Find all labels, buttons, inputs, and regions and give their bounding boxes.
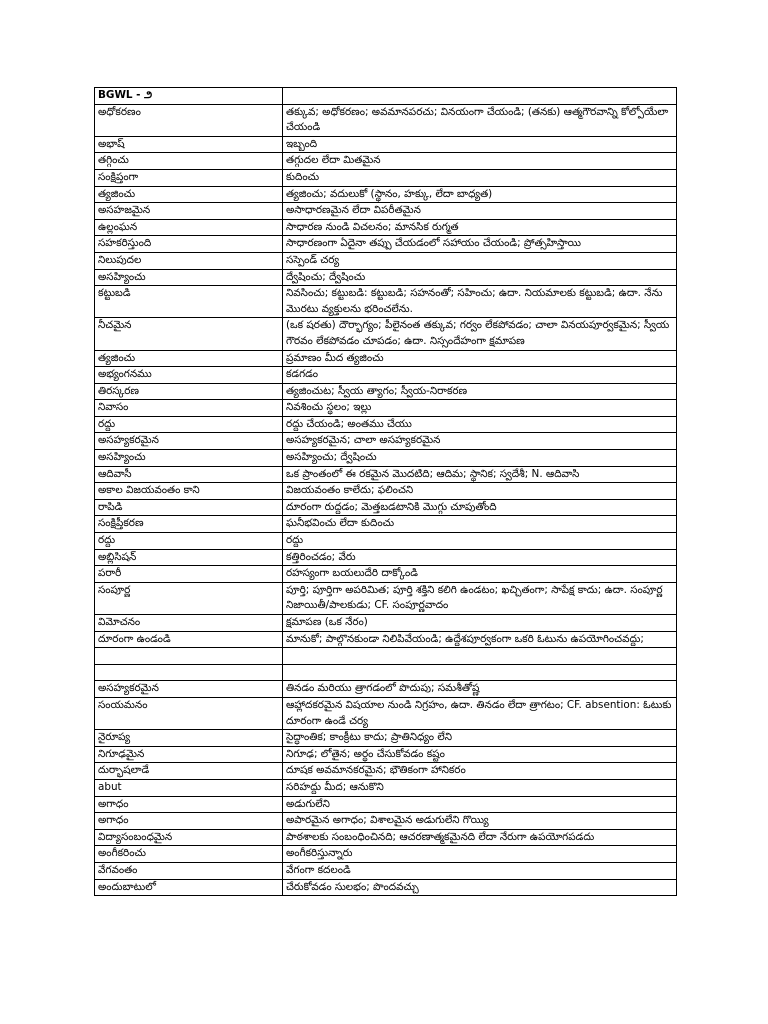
definition-cell: అసాధారణమైన లేదా విపరీతమైన xyxy=(283,203,677,220)
term-cell: abut xyxy=(95,779,283,796)
table-row xyxy=(95,779,677,796)
table-row xyxy=(95,681,677,698)
term-cell: రద్దు xyxy=(95,533,283,550)
definition-cell: త్యజించుట; స్వీయ త్యాగం; స్వీయ-నిరాకరణ xyxy=(283,383,677,400)
table-row xyxy=(95,236,677,253)
header-row xyxy=(95,88,677,105)
table-row xyxy=(95,648,677,665)
term-cell: నివాసం xyxy=(95,400,283,417)
definition-cell: అంగీకరిస్తున్నారు xyxy=(283,846,677,863)
table-row xyxy=(95,730,677,747)
term-cell: తగ్గించు xyxy=(95,153,283,170)
table-row xyxy=(95,186,677,203)
definition-cell: కత్తిరించడం; వేరు xyxy=(283,549,677,566)
table-row xyxy=(95,153,677,170)
table-row xyxy=(95,829,677,846)
term-cell: అగాధం xyxy=(95,796,283,813)
definition-cell: దూషక అవమానకరమైన; భౌతికంగా హానికరం xyxy=(283,763,677,780)
table-row xyxy=(95,796,677,813)
table-row xyxy=(95,286,677,318)
definition-cell: సైద్ధాంతిక; కాంక్రీటు కాదు; ప్రాతినిధ్యం లేని xyxy=(283,730,677,747)
definition-cell: ఆహ్లాదకరమైన విషయాల నుండి నిగ్రహం, ఉదా. తినడం లేదా త్రాగటం; CF. absention: ఓటుకు దూరంగా ఉండే చర్య xyxy=(283,697,677,729)
term-cell: రద్దు xyxy=(95,416,283,433)
definition-cell: త్యజించు; వదులుకో (స్థానం, హక్కు, లేదా బాధ్యత) xyxy=(283,186,677,203)
term-cell: విమోచనం xyxy=(95,615,283,632)
definition-cell: రహస్యంగా బయలుదేరి దాక్కోండి xyxy=(283,566,677,583)
table-row xyxy=(95,566,677,583)
term-cell: అభాష్ xyxy=(95,136,283,153)
table-row xyxy=(95,350,677,367)
definition-cell: నివశించు స్థలం; ఇల్లు xyxy=(283,400,677,417)
term-cell: అసహ్యించు xyxy=(95,269,283,286)
table-row xyxy=(95,203,677,220)
table-row xyxy=(95,664,677,681)
term-cell xyxy=(95,664,283,681)
definition-cell: కడగడం xyxy=(283,367,677,384)
table-row xyxy=(95,879,677,896)
term-cell: రాపిడి xyxy=(95,499,283,516)
definition-cell: క్షమాపణ (ఒక నేరం) xyxy=(283,615,677,632)
table-row xyxy=(95,416,677,433)
definition-cell: తగ్గుదల లేదా మితమైన xyxy=(283,153,677,170)
definition-cell: నిగూఢ; లోతైన; అర్థం చేసుకోవడం కష్టం xyxy=(283,746,677,763)
table-row xyxy=(95,383,677,400)
term-cell: అసహజమైన xyxy=(95,203,283,220)
table-row xyxy=(95,104,677,136)
term-cell: నిలుపుదల xyxy=(95,252,283,269)
definition-cell: రద్దు xyxy=(283,533,677,550)
definition-cell: అసహ్యకరమైన; చాలా అసహ్యకరమైన xyxy=(283,433,677,450)
table-row xyxy=(95,169,677,186)
term-cell: ఆదివాసీ xyxy=(95,466,283,483)
term-cell: విద్యాసంబంధమైన xyxy=(95,829,283,846)
glossary-table xyxy=(94,87,677,896)
table-row xyxy=(95,533,677,550)
table-row xyxy=(95,499,677,516)
term-cell: సంక్షిప్తంగా xyxy=(95,169,283,186)
term-cell: దుర్భాషలాడే xyxy=(95,763,283,780)
term-cell xyxy=(95,648,283,665)
definition-cell: ఒక ప్రాంతంలో ఈ రకమైన మొదటిది; ఆదిమ; స్థానిక; స్వదేశీ; N. ఆదివాసి xyxy=(283,466,677,483)
definition-cell: సాధారణంగా ఏదైనా తప్పు చేయడంలో సహాయం చేయండి; ప్రోత్సహిస్తాయి xyxy=(283,236,677,253)
definition-cell: ప్రమాణం మీద త్యజించు xyxy=(283,350,677,367)
term-cell: నిగూఢమైన xyxy=(95,746,283,763)
definition-cell: దూరంగా రుద్దడం; మెత్తబడటానికి మొగ్గు చూపుతోంది xyxy=(283,499,677,516)
definition-cell: పూర్తి; పూర్తిగా అపరిమిత; పూర్తి శక్తిని కలిగి ఉండటం; ఖచ్చితంగా; సాపేక్ష కాదు; ఉదా. సంపూర్ణ నిజాయితీ/పాలకుడు; CF. సంపూర్ణవాదం xyxy=(283,582,677,614)
term-cell: అగాధం xyxy=(95,813,283,830)
definition-cell: కుదించు xyxy=(283,169,677,186)
header-definition xyxy=(283,88,677,105)
term-cell: త్యజించు xyxy=(95,350,283,367)
table-row xyxy=(95,367,677,384)
table-row xyxy=(95,582,677,614)
definition-cell: (ఒక షరతు) దౌర్భాగ్యం; పీలైనంత తక్కువ; గర్వం లేకపోవడం; చాలా వినయపూర్వకమైన; స్వీయ గౌరవం లేకపోవడం చూపడం; ఉదా. నిస్సందేహంగా క్షమాపణ xyxy=(283,318,677,350)
definition-cell: సరిహద్దు మీద; ఆనుకొని xyxy=(283,779,677,796)
term-cell: వేగవంతం xyxy=(95,862,283,879)
term-cell: సహకరిస్తుంది xyxy=(95,236,283,253)
term-cell: ఉల్లంఘన xyxy=(95,219,283,236)
definition-cell: అపారమైన అగాధం; విశాలమైన అడుగులేని గొయ్యి xyxy=(283,813,677,830)
term-cell: అసహ్యకరమైన xyxy=(95,681,283,698)
table-row xyxy=(95,615,677,632)
table-row xyxy=(95,549,677,566)
definition-cell xyxy=(283,664,677,681)
table-row xyxy=(95,483,677,500)
table-row xyxy=(95,631,677,648)
table-row xyxy=(95,516,677,533)
definition-cell: సస్పెండ్ చర్య xyxy=(283,252,677,269)
table-row xyxy=(95,813,677,830)
definition-cell: వేగంగా కదలండి xyxy=(283,862,677,879)
term-cell: సంక్షిప్తీకరణ xyxy=(95,516,283,533)
table-row xyxy=(95,862,677,879)
table-row xyxy=(95,697,677,729)
definition-cell: ఘనీభవించు లేదా కుదించు xyxy=(283,516,677,533)
term-cell: కట్టుబడి xyxy=(95,286,283,318)
table-row xyxy=(95,269,677,286)
term-cell: అసహ్యించు xyxy=(95,450,283,467)
glossary-body xyxy=(95,88,677,896)
term-cell: తిరస్కరణ xyxy=(95,383,283,400)
table-row xyxy=(95,252,677,269)
table-row xyxy=(95,136,677,153)
table-row xyxy=(95,400,677,417)
term-cell: పరారీ xyxy=(95,566,283,583)
table-row xyxy=(95,318,677,350)
term-cell: దూరంగా ఉండండి xyxy=(95,631,283,648)
term-cell: అబ్లిసిషన్ xyxy=(95,549,283,566)
term-cell: సంపూర్ణ xyxy=(95,582,283,614)
term-cell: అంగీకరించు xyxy=(95,846,283,863)
term-cell: నైరూప్య xyxy=(95,730,283,747)
term-cell: నీచమైన xyxy=(95,318,283,350)
term-cell: అకాల విజయవంతం కాని xyxy=(95,483,283,500)
term-cell: అధోకరణం xyxy=(95,104,283,136)
definition-cell: ద్వేషించు; ద్వేషించు xyxy=(283,269,677,286)
definition-cell: రద్దు చేయండి; అంతము చేయు xyxy=(283,416,677,433)
term-cell: సంయమనం xyxy=(95,697,283,729)
definition-cell: పాఠశాలకు సంబంధించినది; ఆచరణాత్మకమైనది లేదా నేరుగా ఉపయోగపడదు xyxy=(283,829,677,846)
definition-cell xyxy=(283,648,677,665)
definition-cell: మానుకో; పాల్గొనకుండా నిలిపివేయండి; ఉద్దేశపూర్వకంగా ఒకరి ఓటును ఉపయోగించవద్దు; xyxy=(283,631,677,648)
header-term: BGWL - ౨ xyxy=(95,88,283,105)
term-cell: అభ్యంగనము xyxy=(95,367,283,384)
definition-cell: విజయవంతం కాలేదు; ఫలించని xyxy=(283,483,677,500)
definition-cell: నివసించు; కట్టుబడి: కట్టుబడి; సహనంతో; సహించు; ఉదా. నియమాలకు కట్టుబడి; ఉదా. నేను మొరటు వ్యక్తులను భరించలేను. xyxy=(283,286,677,318)
definition-cell: సాధారణ నుండి విచలనం; మానసిక రుగ్మత xyxy=(283,219,677,236)
term-cell: అసహ్యకరమైన xyxy=(95,433,283,450)
table-row xyxy=(95,763,677,780)
table-row xyxy=(95,219,677,236)
table-row xyxy=(95,433,677,450)
definition-cell: తినడం మరియు త్రాగడంలో పొదుపు; సమశీతోష్ణ xyxy=(283,681,677,698)
term-cell: అందుబాటులో xyxy=(95,879,283,896)
definition-cell: ఇబ్బంది xyxy=(283,136,677,153)
table-row xyxy=(95,466,677,483)
definition-cell: తక్కువ; అధోకరణం; అవమానపరచు; వినయంగా చేయండి; (తనకు) ఆత్మగౌరవాన్ని కోల్పోయేలా చేయండి xyxy=(283,104,677,136)
definition-cell: అడుగులేని xyxy=(283,796,677,813)
table-row xyxy=(95,450,677,467)
definition-cell: చేరుకోవడం సులభం; పొందవచ్చు xyxy=(283,879,677,896)
table-row xyxy=(95,746,677,763)
term-cell: త్యజించు xyxy=(95,186,283,203)
table-row xyxy=(95,846,677,863)
definition-cell: అసహ్యించు; ద్వేషించు xyxy=(283,450,677,467)
